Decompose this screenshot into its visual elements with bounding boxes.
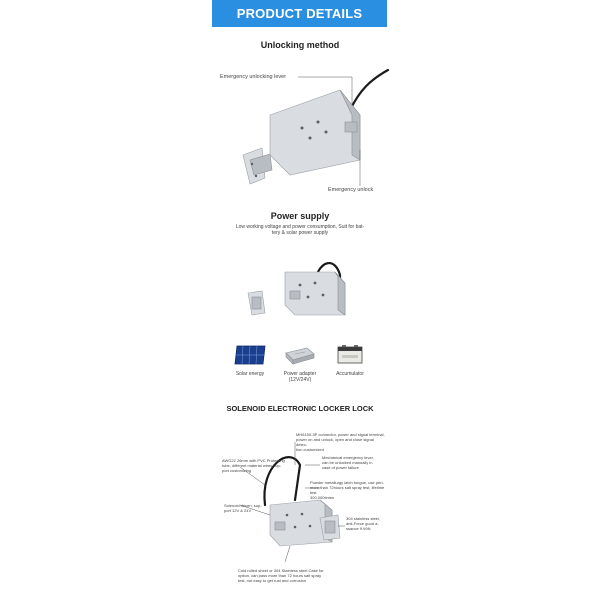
power-supply-lock-image: [240, 255, 370, 325]
unlocking-method-product-image: [210, 60, 400, 195]
note-solenoid-line2: port 12V & 24V: [224, 508, 252, 513]
note-wire: [222, 458, 288, 473]
power-adapter-icon: [283, 344, 317, 366]
banner-title: PRODUCT DETAILS: [236, 6, 363, 21]
note-lever-line3: case of power failure: [322, 465, 359, 470]
product-details-banner: [212, 0, 387, 27]
note-wire-line3: port customizing: [222, 468, 252, 473]
note-steel-line1: 304 stainless steel,: [346, 516, 381, 521]
note-solenoid-line1: Solenoid driven, sup-: [224, 503, 262, 508]
note-lever-line2: can be unlocked manually in: [322, 460, 373, 465]
note-connector-line3: tion customized: [296, 447, 324, 452]
note-stainless-steel: [346, 516, 391, 531]
source-accumulator: [325, 344, 375, 377]
note-solenoid-driven: [224, 503, 274, 513]
note-powder-line1: Powder metallurgy latch tongue, use peri-: [310, 480, 384, 485]
note-case-material: [238, 568, 333, 583]
power-supply-desc-line2: tery & solar power supply: [271, 230, 329, 236]
cable: [350, 70, 388, 110]
note-connector-line1: MH6150-3P connector, power and signal terminal,: [296, 432, 385, 437]
note-body-line2: option, can pass more than 72 hours salt spray: [238, 573, 322, 578]
battery-icon: [333, 344, 367, 366]
label-emergency-lever: Emergency unlocking lever: [220, 74, 287, 80]
note-powder-metallurgy: [310, 480, 390, 500]
power-supply-description: [200, 224, 400, 236]
source-solar-label: Solar energy: [235, 371, 265, 377]
label-emergency-unlock: Emergency unlock: [328, 187, 374, 193]
note-lever-line1: Mechanical emergency lever,: [322, 455, 374, 460]
note-powder-line2: more than 72hours salt spray test, lifetime test: [310, 485, 385, 495]
source-adapter: [275, 344, 325, 383]
source-accumulator-label: Accumulator: [336, 371, 364, 377]
source-solar: [225, 344, 275, 377]
solenoid-title: SOLENOID ELECTRONIC LOCKER LOCK: [226, 404, 374, 413]
source-adapter-label: Power adapter: [283, 371, 317, 377]
note-steel-line3: ssance 9.99N: [346, 526, 371, 531]
note-steel-line2: anti-Force good a-: [346, 521, 379, 526]
power-supply-title: Power supply: [270, 211, 330, 221]
note-mechanical-lever: [322, 455, 392, 470]
note-wire-line2: tube, different material wires sup-: [222, 463, 282, 468]
source-adapter-sub: (12V/24V): [288, 377, 312, 383]
power-sources: [225, 344, 375, 384]
note-connector-line2: power on and unlock, open and close signal detec-: [296, 437, 374, 447]
note-connector: [296, 432, 386, 452]
solar-panel-icon: [233, 344, 267, 366]
power-supply-desc-line1: Low working voltage and power consumption, Suit for bat-: [235, 224, 365, 230]
note-body-line1: Cold rolled sheet or 304 Stainless steel Case for: [238, 568, 324, 573]
note-body-line3: test, not easy to get rust and corrosion: [238, 578, 307, 583]
unlocking-method-title: Unlocking method: [260, 40, 340, 50]
note-powder-line3: 300,000times: [310, 495, 335, 500]
note-wire-line1: AWG22 26mm with PVC Protecting: [222, 458, 285, 463]
